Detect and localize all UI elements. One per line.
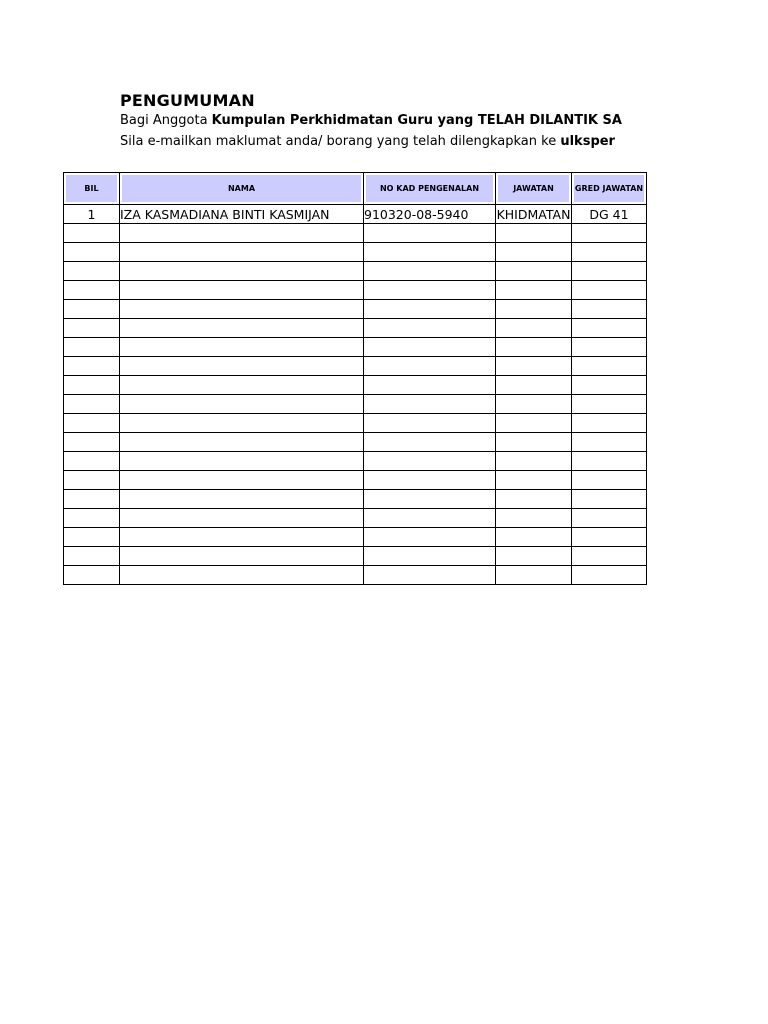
cell-no-kad-pengenalan[interactable] [364, 224, 496, 243]
cell-gred-jawatan[interactable] [572, 376, 647, 395]
table-row [64, 262, 647, 281]
intro-line-2 [120, 134, 646, 149]
cell-no-kad-pengenalan[interactable] [364, 490, 496, 509]
cell-no-kad-pengenalan[interactable] [364, 528, 496, 547]
cell-no-kad-pengenalan[interactable] [364, 300, 496, 319]
intro-line-1-rest: TELAH DILANTIK SA [473, 113, 622, 128]
cell-no-kad-pengenalan[interactable] [364, 243, 496, 262]
cell-bil[interactable] [64, 376, 120, 395]
cell-bil[interactable] [64, 528, 120, 547]
cell-jawatan[interactable] [496, 452, 572, 471]
cell-jawatan[interactable] [496, 243, 572, 262]
table-row [64, 224, 647, 243]
cell-bil[interactable] [64, 471, 120, 490]
cell-nama[interactable] [120, 376, 364, 395]
cell-bil[interactable] [64, 319, 120, 338]
cell-nama[interactable] [120, 338, 364, 357]
cell-nama[interactable] [120, 566, 364, 585]
cell-jawatan[interactable] [496, 414, 572, 433]
cell-gred-jawatan[interactable] [572, 357, 647, 376]
cell-bil[interactable] [64, 547, 120, 566]
table-row [64, 414, 647, 433]
cell-gred-jawatan[interactable] [572, 471, 647, 490]
cell-no-kad-pengenalan[interactable] [364, 433, 496, 452]
cell-bil[interactable] [64, 281, 120, 300]
cell-gred-jawatan[interactable] [572, 338, 647, 357]
cell-jawatan[interactable] [496, 281, 572, 300]
table-row [64, 357, 647, 376]
cell-no-kad-pengenalan[interactable] [364, 452, 496, 471]
cell-nama[interactable] [120, 414, 364, 433]
cell-nama[interactable] [120, 490, 364, 509]
cell-nama[interactable] [120, 357, 364, 376]
cell-gred-jawatan[interactable] [572, 547, 647, 566]
cell-gred-jawatan[interactable] [572, 490, 647, 509]
cell-gred-jawatan[interactable]: DG 41 [572, 205, 647, 224]
cell-nama[interactable] [120, 224, 364, 243]
cell-jawatan[interactable] [496, 509, 572, 528]
cell-jawatan[interactable] [496, 395, 572, 414]
column-header-no-kad-pengenalan: NO KAD PENGENALAN [364, 173, 496, 205]
cell-no-kad-pengenalan[interactable] [364, 281, 496, 300]
cell-jawatan[interactable] [496, 224, 572, 243]
cell-jawatan[interactable] [496, 262, 572, 281]
table-row [64, 509, 647, 528]
cell-no-kad-pengenalan[interactable] [364, 509, 496, 528]
cell-no-kad-pengenalan[interactable] [364, 414, 496, 433]
cell-no-kad-pengenalan[interactable] [364, 566, 496, 585]
cell-gred-jawatan[interactable] [572, 528, 647, 547]
cell-nama[interactable] [120, 471, 364, 490]
cell-no-kad-pengenalan[interactable] [364, 376, 496, 395]
table-row [64, 452, 647, 471]
cell-nama[interactable] [120, 547, 364, 566]
cell-jawatan[interactable] [496, 528, 572, 547]
cell-gred-jawatan[interactable] [572, 566, 647, 585]
column-header-nama: NAMA [120, 173, 364, 205]
intro-line-1-bold: Kumpulan Perkhidmatan Guru yang [211, 113, 474, 128]
cell-bil[interactable] [64, 338, 120, 357]
table-row [64, 566, 647, 585]
cell-gred-jawatan[interactable] [572, 414, 647, 433]
cell-jawatan[interactable] [496, 357, 572, 376]
cell-gred-jawatan[interactable] [572, 262, 647, 281]
cell-gred-jawatan[interactable] [572, 243, 647, 262]
cell-bil[interactable]: 1 [64, 205, 120, 224]
intro-line-2-prefix: Sila e-mailkan maklumat anda/ borang yang telah dilengkapkan ke [120, 134, 561, 149]
cell-nama[interactable] [120, 528, 364, 547]
cell-nama[interactable] [120, 319, 364, 338]
cell-no-kad-pengenalan[interactable] [364, 338, 496, 357]
table-row [64, 528, 647, 547]
member-table [63, 172, 647, 585]
cell-nama[interactable]: IZA KASMADIANA BINTI KASMIJAN [120, 205, 364, 224]
cell-gred-jawatan[interactable] [572, 319, 647, 338]
cell-no-kad-pengenalan[interactable] [364, 357, 496, 376]
cell-jawatan[interactable] [496, 300, 572, 319]
cell-no-kad-pengenalan[interactable] [364, 547, 496, 566]
cell-jawatan[interactable] [496, 566, 572, 585]
email-address: ulksper [560, 134, 615, 149]
table-row [64, 338, 647, 357]
cell-bil[interactable] [64, 414, 120, 433]
cell-bil[interactable] [64, 243, 120, 262]
cell-jawatan[interactable] [496, 433, 572, 452]
cell-jawatan[interactable] [496, 338, 572, 357]
table-row [64, 395, 647, 414]
intro-line-1-prefix: Bagi Anggota [120, 113, 212, 128]
cell-bil[interactable] [64, 452, 120, 471]
cell-gred-jawatan[interactable] [572, 281, 647, 300]
cell-jawatan[interactable]: KHIDMATAN [496, 206, 571, 222]
page-title: PENGUMUMAN [120, 91, 255, 110]
cell-jawatan[interactable] [496, 547, 572, 566]
cell-gred-jawatan[interactable] [572, 224, 647, 243]
cell-nama[interactable] [120, 433, 364, 452]
table-row [64, 471, 647, 490]
table-row [64, 319, 647, 338]
cell-bil[interactable] [64, 395, 120, 414]
intro-line-1 [120, 113, 646, 128]
cell-bil[interactable] [64, 566, 120, 585]
cell-nama[interactable] [120, 300, 364, 319]
cell-jawatan[interactable] [496, 490, 572, 509]
cell-gred-jawatan[interactable] [572, 509, 647, 528]
cell-bil[interactable] [64, 300, 120, 319]
cell-no-kad-pengenalan[interactable]: 910320-08-5940 [364, 205, 496, 224]
table-row [64, 300, 647, 319]
cell-jawatan[interactable] [496, 471, 572, 490]
cell-nama[interactable] [120, 509, 364, 528]
table-row [64, 547, 647, 566]
cell-gred-jawatan[interactable] [572, 452, 647, 471]
cell-no-kad-pengenalan[interactable] [364, 471, 496, 490]
cell-jawatan[interactable] [496, 319, 572, 338]
cell-bil[interactable] [64, 509, 120, 528]
table-row [64, 243, 647, 262]
cell-bil[interactable] [64, 490, 120, 509]
cell-bil[interactable] [64, 262, 120, 281]
cell-bil[interactable] [64, 224, 120, 243]
cell-nama[interactable] [120, 281, 364, 300]
column-header-jawatan: JAWATAN [496, 173, 572, 205]
table-row [64, 205, 647, 224]
cell-gred-jawatan[interactable] [572, 395, 647, 414]
cell-bil[interactable] [64, 433, 120, 452]
cell-bil[interactable] [64, 357, 120, 376]
table-header-row [64, 173, 647, 205]
cell-jawatan[interactable] [496, 376, 572, 395]
table-row [64, 281, 647, 300]
cell-nama[interactable] [120, 262, 364, 281]
table-row [64, 433, 647, 452]
column-header-bil: BIL [64, 173, 120, 205]
cell-no-kad-pengenalan[interactable] [364, 395, 496, 414]
cell-gred-jawatan[interactable] [572, 433, 647, 452]
table-row [64, 376, 647, 395]
cell-no-kad-pengenalan[interactable] [364, 262, 496, 281]
table-row [64, 490, 647, 509]
column-header-gred-jawatan: GRED JAWATAN [572, 173, 647, 205]
cell-nama[interactable] [120, 452, 364, 471]
cell-nama[interactable] [120, 395, 364, 414]
cell-gred-jawatan[interactable] [572, 300, 647, 319]
cell-nama[interactable] [120, 243, 364, 262]
cell-no-kad-pengenalan[interactable] [364, 319, 496, 338]
